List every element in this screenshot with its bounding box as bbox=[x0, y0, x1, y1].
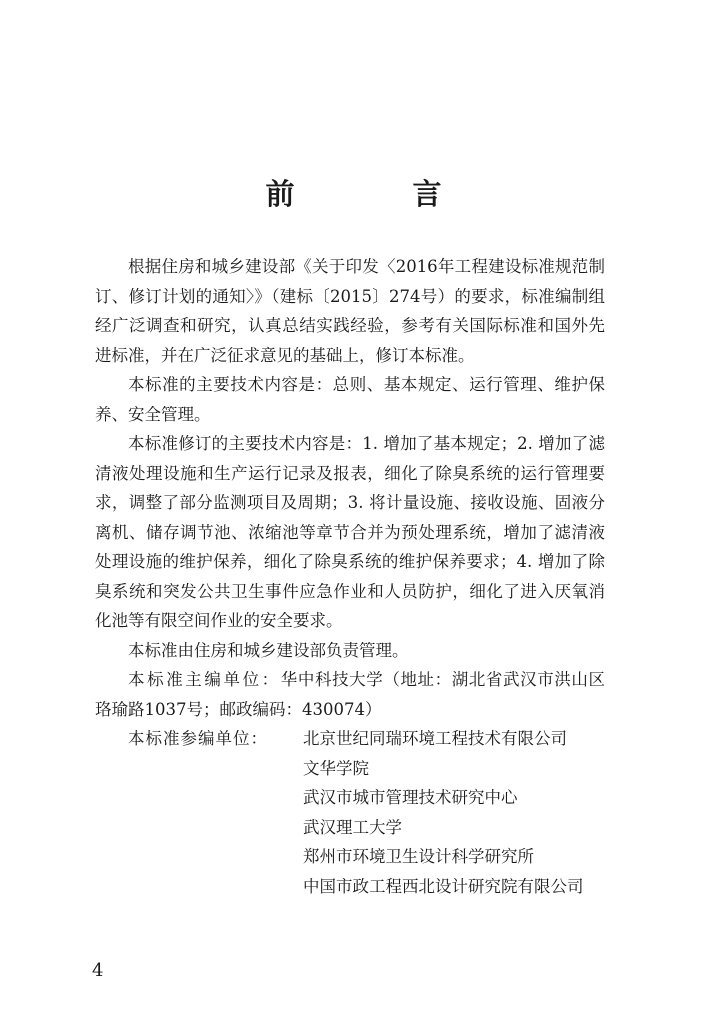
unit-item: 文华学院 bbox=[303, 758, 369, 778]
unit-item: 郑州市环境卫生设计科学研究所 bbox=[303, 847, 534, 866]
paragraph-revision-content: 本标准修订的主要技术内容是：1. 增加了基本规定；2. 增加了滤清液处理设施和生产运行记录及报表，细化了除臭系统的运行管理要求，调整了部分监测项目及周期；3. 将计量设施、接收设施、固液分离机、储存调节池、浓缩池等章节合并为预处理系统，增加了滤清液处理设施的维护保养，细化了除臭系统的维护保养要求；4. 增加了除臭系统和突发公共卫生事件应急作业和人员防护，细化了进入厌氧消化池等有限空间作业的安全要求。 bbox=[95, 434, 605, 630]
page-number: 4 bbox=[92, 960, 104, 981]
chief-editor-unit bbox=[95, 665, 605, 724]
unit-item: 武汉市城市管理技术研究中心 bbox=[303, 788, 518, 807]
page-title: 前 言 bbox=[265, 177, 496, 211]
participating-units-label: 本标准参编单位： bbox=[128, 729, 268, 748]
paragraph-management: 本标准由住房和城乡建设部负责管理。 bbox=[128, 640, 409, 660]
preface-body bbox=[95, 252, 605, 901]
unit-item: 武汉理工大学 bbox=[303, 817, 402, 837]
participating-units bbox=[95, 724, 605, 901]
unit-item: 北京世纪同瑞环境工程技术有限公司 bbox=[303, 729, 567, 748]
paragraph-main-content: 本标准的主要技术内容是：总则、基本规定、运行管理、维护保养、安全管理。 bbox=[95, 375, 605, 424]
chief-editor-text: 华中科技大学（地址：湖北省武汉市洪山区珞瑜路1037号；邮政编码：430074） bbox=[95, 670, 606, 719]
paragraph-basis: 根据住房和城乡建设部《关于印发〈2016年工程建设标准规范制订、修订计划的通知〉》（建标〔2015〕274号）的要求，标准编制组经广泛调查和研究，认真总结实践经验，参考有关国际标准和国外先进标准，并在广泛征求意见的基础上，修订本标准。 bbox=[95, 257, 605, 365]
unit-item: 中国市政工程西北设计研究院有限公司 bbox=[303, 876, 584, 896]
participating-units-list bbox=[303, 724, 605, 901]
chief-editor-label: 本标准主编单位： bbox=[128, 670, 281, 689]
